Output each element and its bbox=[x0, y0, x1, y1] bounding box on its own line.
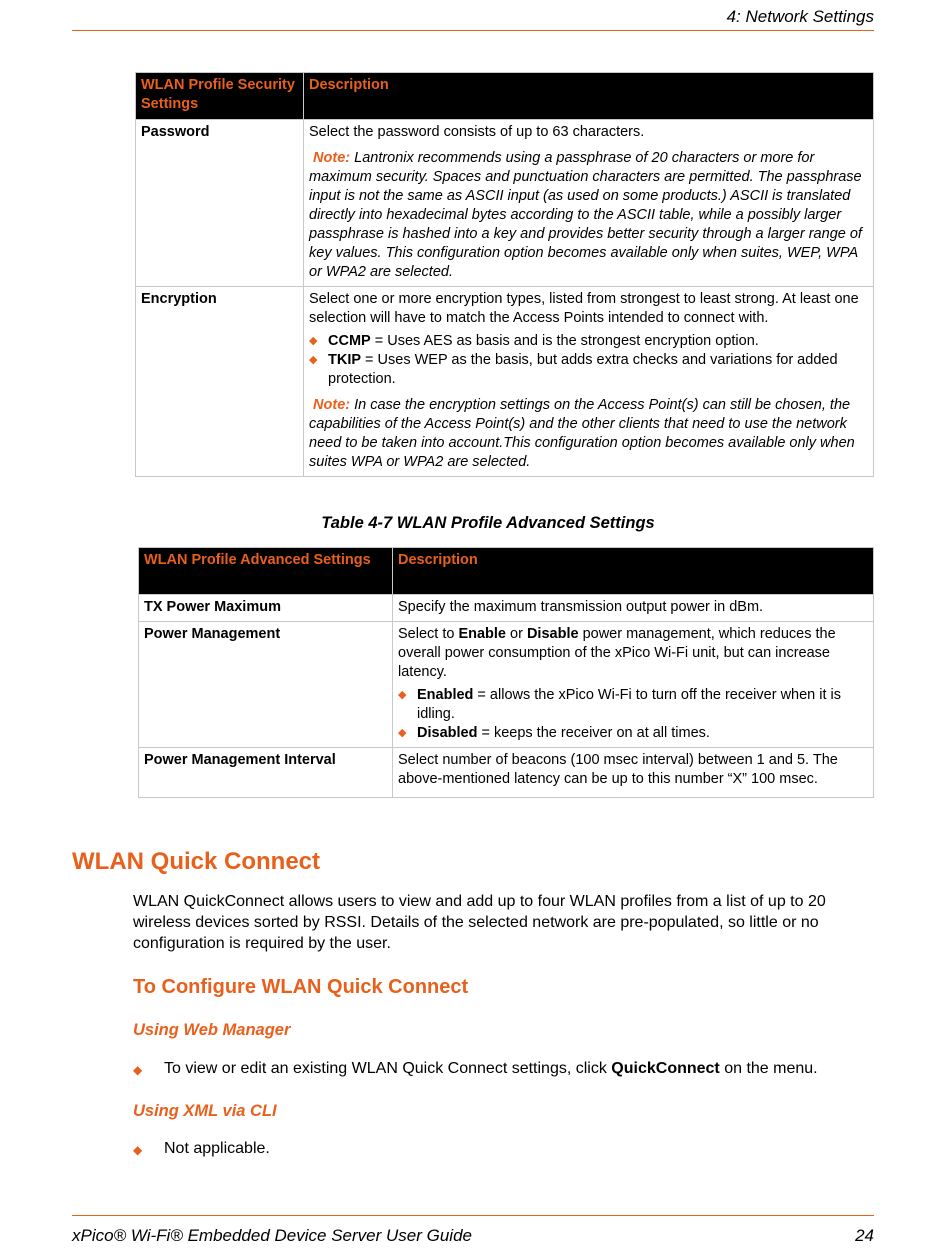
note bbox=[309, 149, 868, 282]
list-item bbox=[398, 686, 868, 724]
bullet-text: = allows the xPico Wi-Fi to turn off the receiver when it is idling. bbox=[417, 687, 842, 722]
text-bold: QuickConnect bbox=[611, 1060, 720, 1077]
table-caption: Table 4-7 WLAN Profile Advanced Settings bbox=[321, 514, 655, 532]
column-header: Description bbox=[304, 73, 874, 120]
table-row bbox=[139, 622, 874, 748]
bullet-term: Enabled bbox=[417, 687, 474, 703]
column-header: WLAN Profile Security Settings bbox=[136, 73, 304, 120]
note bbox=[309, 396, 868, 472]
xml-cli-heading: Using XML via CLI bbox=[133, 1102, 277, 1120]
bullet-term: Disabled bbox=[417, 725, 478, 741]
setting-description bbox=[304, 287, 874, 477]
desc-part: Select to bbox=[398, 626, 459, 642]
chapter-title: 4: Network Settings bbox=[726, 7, 874, 26]
bullet-text: = Uses AES as basis and is the strongest encryption option. bbox=[370, 333, 759, 349]
bullet-text: = keeps the receiver on at all times. bbox=[477, 725, 710, 741]
desc-part: power management, which reduces the overall power consumption of the xPico Wi-Fi unit, but can increase latency. bbox=[398, 626, 836, 680]
setting-description bbox=[393, 622, 874, 748]
bullet-term: CCMP bbox=[328, 333, 371, 349]
diamond-bullet-icon: ◆ bbox=[133, 1063, 143, 1077]
list-item bbox=[398, 724, 868, 743]
desc-bold: Disable bbox=[526, 626, 579, 642]
bullet-text: Not applicable. bbox=[164, 1140, 270, 1157]
desc-part: or bbox=[506, 626, 527, 642]
list-item bbox=[133, 1140, 270, 1158]
setting-name: Power Management bbox=[139, 622, 393, 748]
setting-name: Encryption bbox=[136, 287, 304, 477]
list-item bbox=[133, 1060, 818, 1078]
description-text: Select the password consists of up to 63 characters. bbox=[309, 124, 645, 140]
web-manager-heading: Using Web Manager bbox=[133, 1021, 291, 1039]
column-header: WLAN Profile Advanced Settings bbox=[139, 548, 393, 595]
subsection-title: To Configure WLAN Quick Connect bbox=[133, 976, 469, 998]
table-row bbox=[136, 287, 874, 477]
page-footer bbox=[72, 1215, 874, 1245]
table-header-row bbox=[136, 73, 874, 120]
bullet-text: = Uses WEP as the basis, but adds extra checks and variations for added protection. bbox=[328, 352, 838, 387]
setting-description: Specify the maximum transmission output power in dBm. bbox=[393, 595, 874, 622]
page-header bbox=[72, 6, 874, 31]
description-text bbox=[398, 625, 868, 682]
table-row bbox=[139, 595, 874, 622]
description-text: Select one or more encryption types, listed from strongest to least strong. At least one selection will have to match the Access Points intended to connect with. bbox=[309, 291, 859, 326]
text-part: To view or edit an existing WLAN Quick Connect settings, click bbox=[164, 1060, 612, 1077]
list-item bbox=[309, 351, 868, 389]
section-title: WLAN Quick Connect bbox=[72, 848, 321, 875]
note-label: Note: bbox=[313, 397, 351, 413]
bullet-list bbox=[398, 686, 868, 743]
section-intro: WLAN QuickConnect allows users to view and add up to four WLAN profiles from a list of up to 20 wireless devices sorted by RSSI. Details of the selected network are pre-populated, so little or no configuration is required by the user. bbox=[133, 893, 826, 952]
diamond-bullet-icon: ◆ bbox=[133, 1143, 143, 1157]
note-text: Lantronix recommends using a passphrase of 20 characters or more for maximum security. Spaces and punctuation characters are permitted. The passphrase input is not the same as ASCII input (as used on some products.) ASCII is translated directly into hexadecimal bytes according to the ASCII table, while a possibly larger passphrase is hashed into a key and provides better security through a larger range of key values. This configuration option becomes available only when suites, WEP, WPA or WPA2 are selected. bbox=[309, 150, 862, 280]
table-header-row bbox=[139, 548, 874, 595]
bullet-text bbox=[164, 1060, 818, 1077]
text-part: on the menu. bbox=[719, 1060, 818, 1077]
page-number: 24 bbox=[855, 1226, 874, 1245]
setting-description: Select number of beacons (100 msec interval) between 1 and 5. The above-mentioned latency can be up to this number “X” 100 msec. bbox=[393, 748, 874, 798]
security-settings-table bbox=[135, 72, 874, 477]
table-row bbox=[139, 748, 874, 798]
guide-title: xPico® Wi-Fi® Embedded Device Server User Guide bbox=[72, 1226, 472, 1245]
bullet-list bbox=[309, 332, 868, 389]
setting-name: Password bbox=[136, 120, 304, 287]
bullet-term: TKIP bbox=[328, 352, 362, 368]
setting-name: Power Management Interval bbox=[139, 748, 393, 798]
setting-name: TX Power Maximum bbox=[139, 595, 393, 622]
column-header: Description bbox=[393, 548, 874, 595]
list-item bbox=[309, 332, 868, 351]
setting-description bbox=[304, 120, 874, 287]
note-text: In case the encryption settings on the Access Point(s) can still be chosen, the capabilities of the Access Point(s) and the other clients that need to use the network need to be taken into account.This configuration option becomes available only when suites WPA or WPA2 are selected. bbox=[309, 397, 855, 470]
advanced-settings-table bbox=[138, 547, 874, 798]
note-label: Note: bbox=[313, 150, 351, 166]
desc-bold: Enable bbox=[458, 626, 506, 642]
table-row bbox=[136, 120, 874, 287]
